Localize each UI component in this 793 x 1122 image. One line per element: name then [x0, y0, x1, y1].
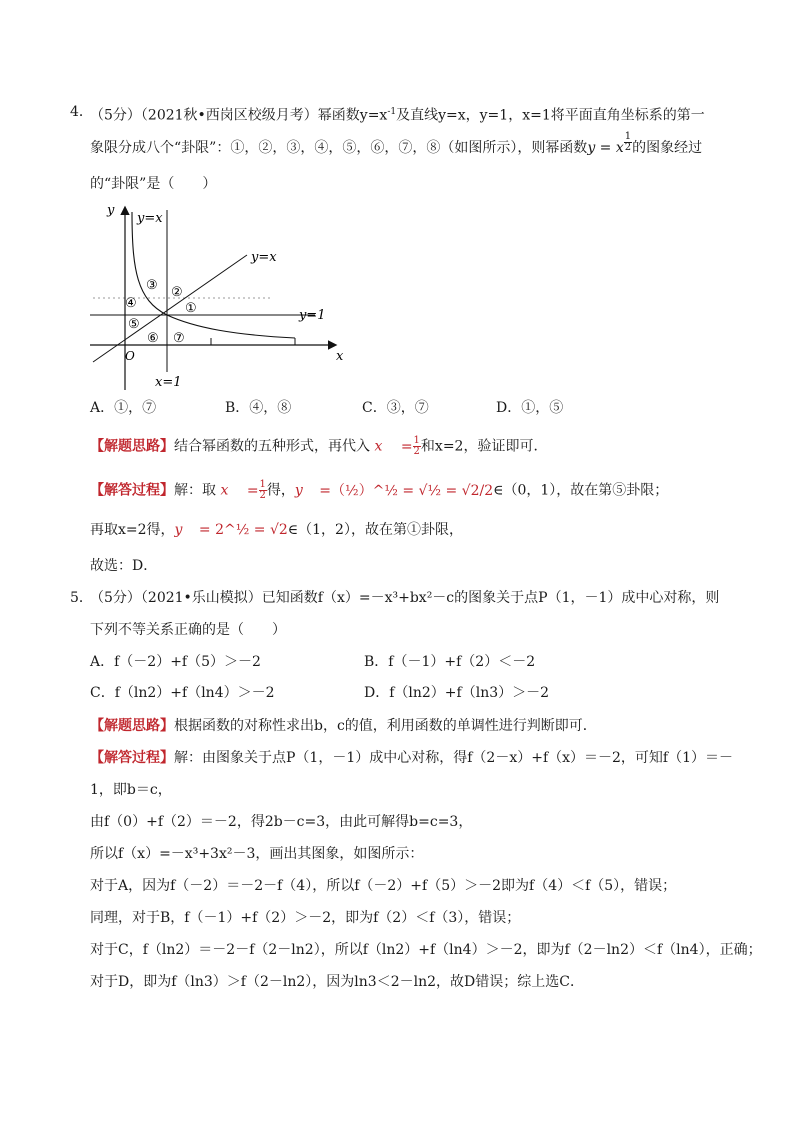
q4-process-math: =（½）^½ = √½ = √2/2: [319, 482, 494, 499]
q4-process-frac-den: 2: [259, 490, 266, 501]
q4-hint-eq: =: [400, 438, 413, 455]
q4-process-tag: 【解答过程】: [90, 482, 174, 499]
origin-label: O: [125, 349, 135, 363]
q5-process-line-4: 所以f（x）=－x³+3x²－3，画出其图象，如图所示：: [90, 846, 424, 862]
q4-again-y: y: [174, 522, 183, 538]
line-y-eq-x: [93, 255, 247, 362]
q5-hint: [90, 716, 597, 736]
q4-process-rest: ∈（0，1），故在第⑤卦限；: [493, 482, 669, 499]
q5-process-line-6: 同理，对于B，f（－1）+f（2）＞－2，即为f（2）＜f（3），错误；: [90, 910, 521, 926]
q4-option-d[interactable]: D．①，⑤: [496, 400, 564, 416]
x-axis-label: x: [336, 349, 344, 364]
q4-hint-fraction: [413, 436, 421, 457]
q5-process-line-5: 对于A，因为f（－2）＝－2－f（4），所以f（－2）+f（5）＞－2即为f（4）＜f（5），错误；: [90, 878, 677, 894]
q4-process-x: x: [220, 482, 229, 499]
question-4-line-1: [90, 102, 705, 126]
q5-option-d[interactable]: D．f（ln2）+f（ln3）＞－2: [364, 685, 550, 701]
q5-option-a[interactable]: A．f（－2）+f（5）＞－2: [90, 654, 261, 670]
region-1: ①: [185, 301, 197, 316]
q5-process-text-1: 解：由图象关于点P（1，－1）成中心对称，得f（2－x）+f（x）＝－2，可知f（1）＝－: [174, 750, 734, 766]
q4-process-y: y: [294, 482, 303, 499]
curve-y-x-inv: [132, 212, 295, 338]
q5-option-c[interactable]: C．f（ln2）+f（ln4）＞－2: [90, 685, 275, 701]
q5-hint-text: 根据函数的对称性求出b，c的值，利用函数的单调性进行判断即可．: [174, 718, 597, 734]
q4-again-rest: ∈（1，2），故在第①卦限，: [287, 522, 463, 538]
question-5-number: 5．: [70, 590, 93, 606]
q5-process-line-8: 对于D，即为f（ln3）＞f（2－ln2），因为ln3＜2－ln2，故D错误；综上选C．: [90, 974, 584, 990]
q5-process-line-1: [90, 748, 733, 768]
q4-again: [90, 520, 463, 540]
q4-option-b[interactable]: B．④，⑧: [225, 400, 292, 416]
q5-process-tag: 【解答过程】: [90, 750, 174, 766]
q4-line2-function: y = x: [587, 140, 624, 156]
q4-hint: [90, 436, 547, 457]
region-6: ⑥: [147, 331, 159, 346]
q4-exp-den: 2: [624, 142, 632, 153]
q4-again-math: = 2^½ = √2: [198, 522, 288, 538]
question-4-line-3: 的“卦限”是（ ）: [90, 176, 217, 192]
q4-answer: 故选：D．: [90, 558, 158, 574]
q4-line1-text: （5分）（2021秋•西岗区校级月考）幂函数y=x: [90, 107, 388, 124]
question-5-line-2: 下列不等关系正确的是（ ）: [90, 622, 286, 638]
vline-label: x=1: [155, 375, 182, 390]
hline-label: y=1: [299, 308, 326, 323]
question-4-line-2: [90, 131, 703, 158]
q4-line2-text: 象限分成八个“卦限”：①，②，③，④，⑤，⑥，⑦，⑧（如图所示），则幂函数: [90, 140, 588, 156]
region-7: ⑦: [173, 331, 185, 346]
region-3: ③: [146, 278, 158, 293]
region-2: ②: [171, 285, 183, 300]
q4-line1-exponent: -1: [387, 107, 397, 117]
q4-hint-frac-num: 1: [413, 435, 420, 446]
question-4-number: 4．: [70, 104, 93, 120]
region-4: ④: [125, 296, 137, 311]
q4-process-eq: =: [246, 482, 259, 499]
q5-option-b[interactable]: B．f（－1）+f（2）＜－2: [364, 654, 536, 670]
q4-process-mid: 得，: [266, 482, 295, 499]
q5-hint-tag: 【解题思路】: [90, 718, 174, 734]
q5-process-line-2: 1，即b＝c，: [90, 782, 172, 798]
q4-hint-tag: 【解题思路】: [90, 438, 174, 455]
q4-hint-frac-den: 2: [413, 446, 420, 457]
q4-hint-text: 结合幂函数的五种形式，再代入: [174, 438, 370, 455]
question-5-line-1: （5分）（2021•乐山模拟）已知函数f（x）=－x³+bx²－c的图象关于点P（1，－1）成中心对称，则: [90, 590, 720, 606]
q4-process-frac-num: 1: [259, 479, 266, 490]
q4-exp-num: 1: [624, 131, 632, 142]
q4-process: [90, 480, 668, 501]
q4-figure: [85, 200, 355, 395]
q4-hint-rest: 和x=2，验证即可．: [420, 438, 548, 455]
q4-line2-exponent: [624, 132, 632, 153]
region-5: ⑤: [128, 317, 140, 332]
q5-process-line-3: 由f（0）+f（2）＝－2，得2b－c=3，由此可解得b=c=3，: [90, 814, 473, 830]
q4-line2-rest: 的图象经过: [632, 140, 703, 156]
y-axis-label: y: [107, 203, 115, 218]
q4-again-text: 再取x=2得，: [90, 522, 175, 538]
q5-process-line-7: 对于C，f（ln2）＝－2－f（2－ln2），所以f（ln2）+f（ln4）＞－2，即为f（2－ln2）＜f（ln4），正确；: [90, 942, 762, 958]
q4-process-fraction: [259, 480, 267, 501]
diagonal-label: y=x: [251, 250, 277, 265]
q4-option-a[interactable]: A．①，⑦: [90, 400, 157, 416]
curve-label: y=x: [137, 211, 163, 226]
q4-process-text: 解：取: [174, 482, 216, 499]
q4-hint-x: x: [374, 438, 383, 455]
q4-line1-rest: 及直线y=x，y=1，x=1将平面直角坐标系的第一: [396, 107, 705, 124]
q4-option-c[interactable]: C．③，⑦: [362, 400, 429, 416]
